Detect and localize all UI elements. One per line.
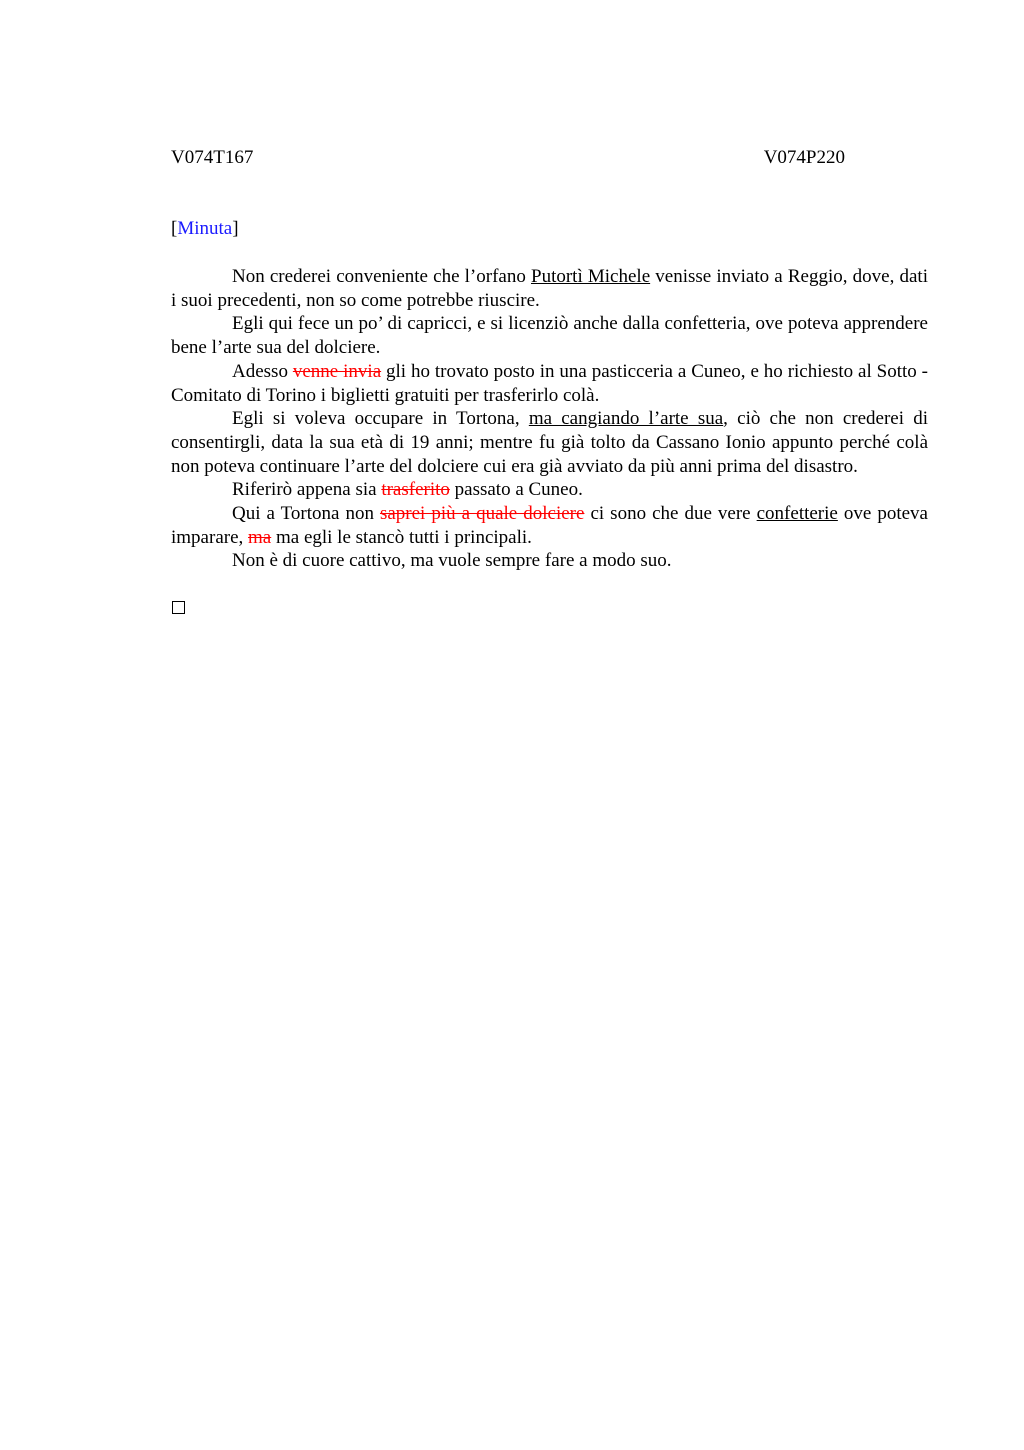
label-text: Minuta [177, 218, 233, 239]
paragraph-3 [171, 360, 928, 407]
underlined-name: Putortì Michele [531, 266, 651, 287]
document-code-right: V074P220 [763, 147, 845, 168]
document-code-left: V074T167 [171, 147, 254, 168]
deleted-text: ma [248, 526, 272, 548]
deleted-text: saprei più a quale dolciere [379, 503, 585, 525]
text-run: ma egli le stancò tutti i principali. [271, 526, 532, 548]
deleted-text: venne invia [292, 360, 382, 382]
text-run: ci sono che due vere [584, 503, 757, 525]
underlined-text: confetterie [756, 503, 838, 525]
paragraph-5 [171, 478, 928, 502]
text-run: passato a Cuneo. [449, 479, 583, 501]
text-run: venisse inviato a Reggio, dove, dati i suoi precedenti, non so come potrebbe riuscire. [171, 266, 928, 311]
label-open-bracket: [ [171, 218, 178, 239]
deleted-text: trasferito [381, 479, 450, 501]
document-page [171, 0, 931, 1450]
text-run: , ciò che non crederei di consentirgli, data la sua età di 19 anni; mentre fu già tolto da Cassano Ionio appunto perché colà non poteva continuare l’arte del dolciere cui era già avviato da più anni prima del disastro. [171, 408, 929, 477]
document-type-label [171, 218, 239, 240]
text-run: Adesso [232, 360, 293, 382]
text-run: gli ho trovato posto in una pasticceria a Cuneo, e ho richiesto al Sotto - Comitato di Torino i biglietti gratuiti per trasferirlo colà. [171, 360, 928, 406]
end-of-document-box-icon [172, 601, 185, 614]
label-close-bracket: ] [232, 218, 239, 239]
text-run: Riferirò appena sia [232, 479, 382, 501]
paragraph-1 [171, 265, 928, 312]
text-run: Egli qui fece un po’ di capricci, e si licenziò anche dalla confetteria, ove poteva apprendere bene l’arte sua del dolciere. [171, 313, 928, 359]
text-run: Non è di cuore cattivo, ma vuole sempre fare a modo suo. [232, 550, 672, 572]
text-run: Egli si voleva occupare in Tortona, [232, 408, 529, 430]
text-run: ove poteva imparare, [171, 503, 928, 548]
paragraph-6 [171, 502, 928, 549]
text-run: Non crederei conveniente che l’orfano [232, 266, 531, 287]
underlined-text: ma cangiando l’arte sua [528, 408, 724, 430]
text-run: Qui a Tortona non [232, 503, 380, 525]
paragraph-2 [171, 312, 928, 359]
paragraph-4 [171, 407, 928, 478]
letter-body [171, 265, 928, 573]
paragraph-7 [171, 549, 928, 573]
